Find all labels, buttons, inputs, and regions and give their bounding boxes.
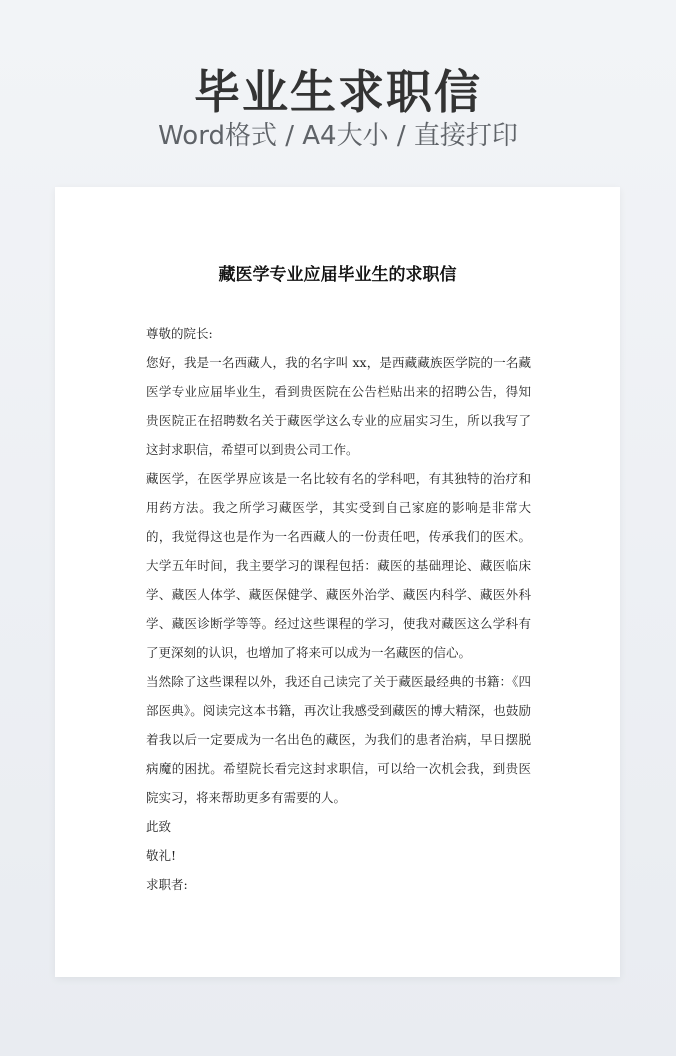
- document-body: [146, 319, 531, 899]
- closing-line-2: 敬礼!: [146, 848, 177, 863]
- salutation: 尊敬的院长:: [146, 326, 213, 341]
- document-page: [55, 187, 620, 977]
- banner-title: 毕业生求职信: [194, 65, 482, 119]
- document-title: 藏医学专业应届毕业生的求职信: [218, 265, 457, 285]
- closing-line-1: 此致: [146, 819, 172, 834]
- paragraph-intro: 您好，我是一名西藏人，我的名字叫 xx，是西藏藏族医学院的一名藏医学专业应届毕业生，看到贵医院在公告栏贴出来的招聘公告，得知贵医院正在招聘数名关于藏医学这么专业的应届实习生，所以我写了这封求职信，希望可以到贵公司工作。: [146, 355, 531, 457]
- paragraph-studies: 藏医学，在医学界应该是一名比较有名的学科吧，有其独特的治疗和用药方法。我之所学习藏医学，其实受到自己家庭的影响是非常大的，我觉得这也是作为一名西藏人的一份责任吧，传承我们的医术。大学五年时间，我主要学习的课程包括：藏医的基础理论、藏医临床学、藏医人体学、藏医保健学、藏医外治学、藏医内科学、藏医外科学、藏医诊断学等等。经过这些课程的学习，使我对藏医这么学科有了更深刻的认识，也增加了将来可以成为一名藏医的信心。: [146, 471, 531, 660]
- banner-subtitle: Word格式 / A4大小 / 直接打印: [158, 121, 518, 151]
- paragraph-closing: 当然除了这些课程以外，我还自己读完了关于藏医最经典的书籍：《四部医典》。阅读完这本书籍，再次让我感受到藏医的博大精深，也鼓励着我以后一定要成为一名出色的藏医，为我们的患者治病，早日摆脱病魔的困扰。希望院长看完这封求职信，可以给一次机会我，到贵医院实习，将来帮助更多有需要的人。: [146, 674, 531, 805]
- signature-label: 求职者:: [146, 877, 188, 892]
